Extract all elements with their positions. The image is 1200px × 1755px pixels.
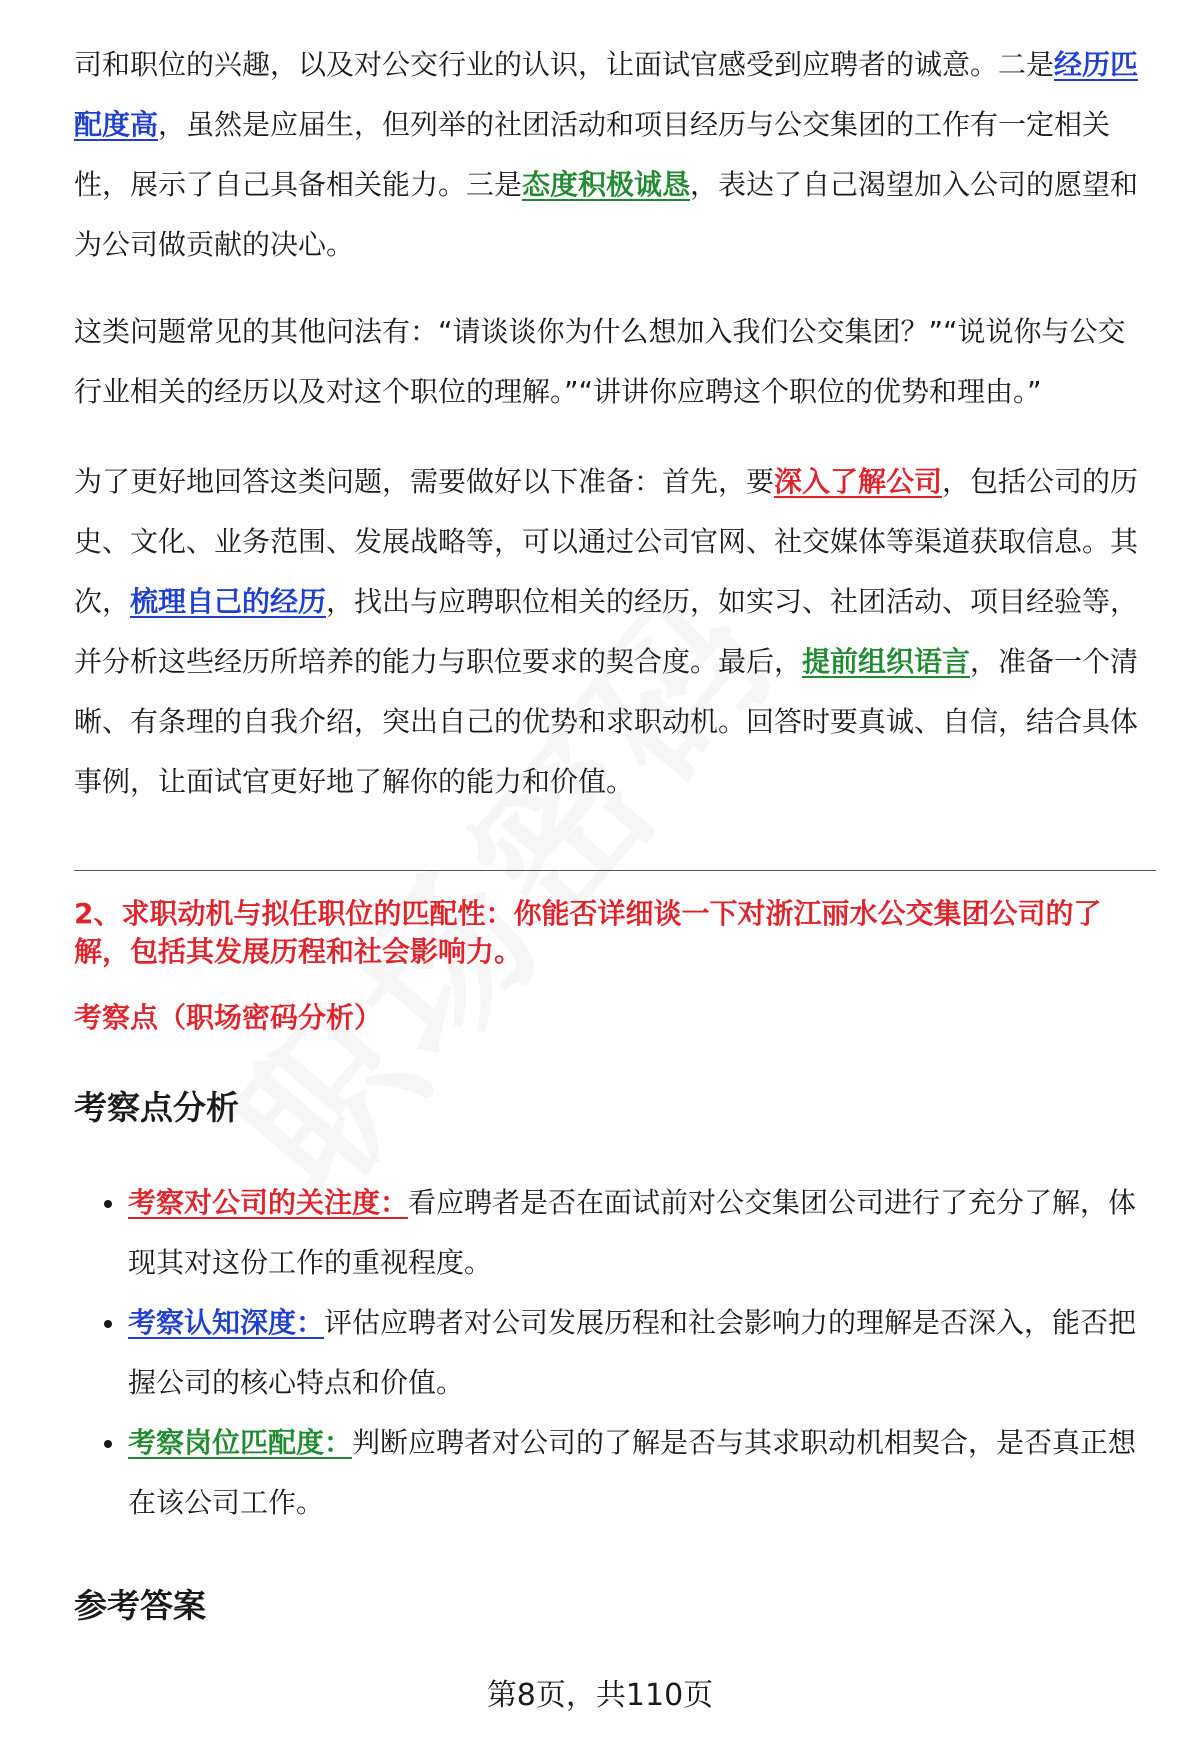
- paragraph-preparation: [74, 452, 1146, 812]
- bullet-keyword: 考察认知深度：: [128, 1306, 325, 1339]
- list-item: [74, 1413, 1156, 1533]
- keyword-experience-match: 经历匹配度高: [74, 48, 1139, 141]
- section-divider: [74, 870, 1156, 871]
- bullet-keyword: 考察岗位匹配度：: [128, 1426, 353, 1459]
- paragraph-text: ，虽然是应届生，但列举的社团活动和项目经历与公交集团的工作有一定相关性，展示了自己具备相关能力。三是: [74, 108, 1111, 201]
- analysis-list: [74, 1173, 1156, 1533]
- bullet-text: 看应聘者是否在面试前对公交集团公司进行了充分了解，体现其对这份工作的重视程度。: [128, 1186, 1137, 1279]
- bullet-keyword: 考察对公司的关注度：: [128, 1186, 409, 1219]
- analysis-heading: 考察点分析: [74, 1088, 239, 1127]
- bullet-icon: [104, 1320, 112, 1328]
- paragraph-alternatives: 这类问题常见的其他问法有：“请谈谈你为什么想加入我们公交集团？”“说说你与公交行业相关的经历以及对这个职位的理解。”“讲讲你应聘这个职位的优势和理由。”: [74, 315, 1126, 408]
- keyword-organize-language: 提前组织语言: [802, 645, 971, 678]
- bullet-text: 判断应聘者对公司的了解是否与其求职动机相契合，是否真正想在该公司工作。: [128, 1426, 1137, 1519]
- answer-heading: 参考答案: [74, 1586, 206, 1625]
- paragraph-text: ，准备一个清晰、有条理的自我介绍，突出自己的优势和求职动机。回答时要真诚、自信，结合具体事例，让面试官更好地了解你的能力和价值。: [74, 645, 1139, 798]
- paragraph-text: ，表达了自己渴望加入公司的愿望和为公司做贡献的决心。: [74, 168, 1139, 261]
- bullet-icon: [104, 1440, 112, 1448]
- bullet-text: 评估应聘者对公司发展历程和社会影响力的理解是否深入，能否把握公司的核心特点和价值。: [128, 1306, 1137, 1399]
- paragraph-summary: [74, 35, 1146, 275]
- paragraph-text: ，找出与应聘职位相关的经历，如实习、社团活动、项目经验等，并分析这些经历所培养的能力与职位要求的契合度。最后，: [74, 585, 1139, 678]
- question-title: 2、求职动机与拟任职位的匹配性：你能否详细谈一下对浙江丽水公交集团公司的了解，包括其发展历程和社会影响力。: [74, 897, 1102, 968]
- page-footer: 第8页，共110页: [486, 1678, 714, 1713]
- paragraph-text: 司和职位的兴趣，以及对公交行业的认识，让面试官感受到应聘者的诚意。二是: [74, 48, 1055, 81]
- keyword-understand-company: 深入了解公司: [774, 465, 943, 498]
- keyword-review-experience: 梳理自己的经历: [130, 585, 327, 618]
- list-item: [74, 1173, 1156, 1293]
- bullet-icon: [104, 1200, 112, 1208]
- paragraph-text: ，包括公司的历史、文化、业务范围、发展战略等，可以通过公司官网、社交媒体等渠道获取信息。其次，: [74, 465, 1139, 618]
- paragraph-text: 为了更好地回答这类问题，需要做好以下准备：首先，要: [74, 465, 775, 498]
- keyword-attitude: 态度积极诚恳: [522, 168, 691, 201]
- analysis-label: 考察点（职场密码分析）: [74, 1001, 383, 1034]
- list-item: [74, 1293, 1156, 1413]
